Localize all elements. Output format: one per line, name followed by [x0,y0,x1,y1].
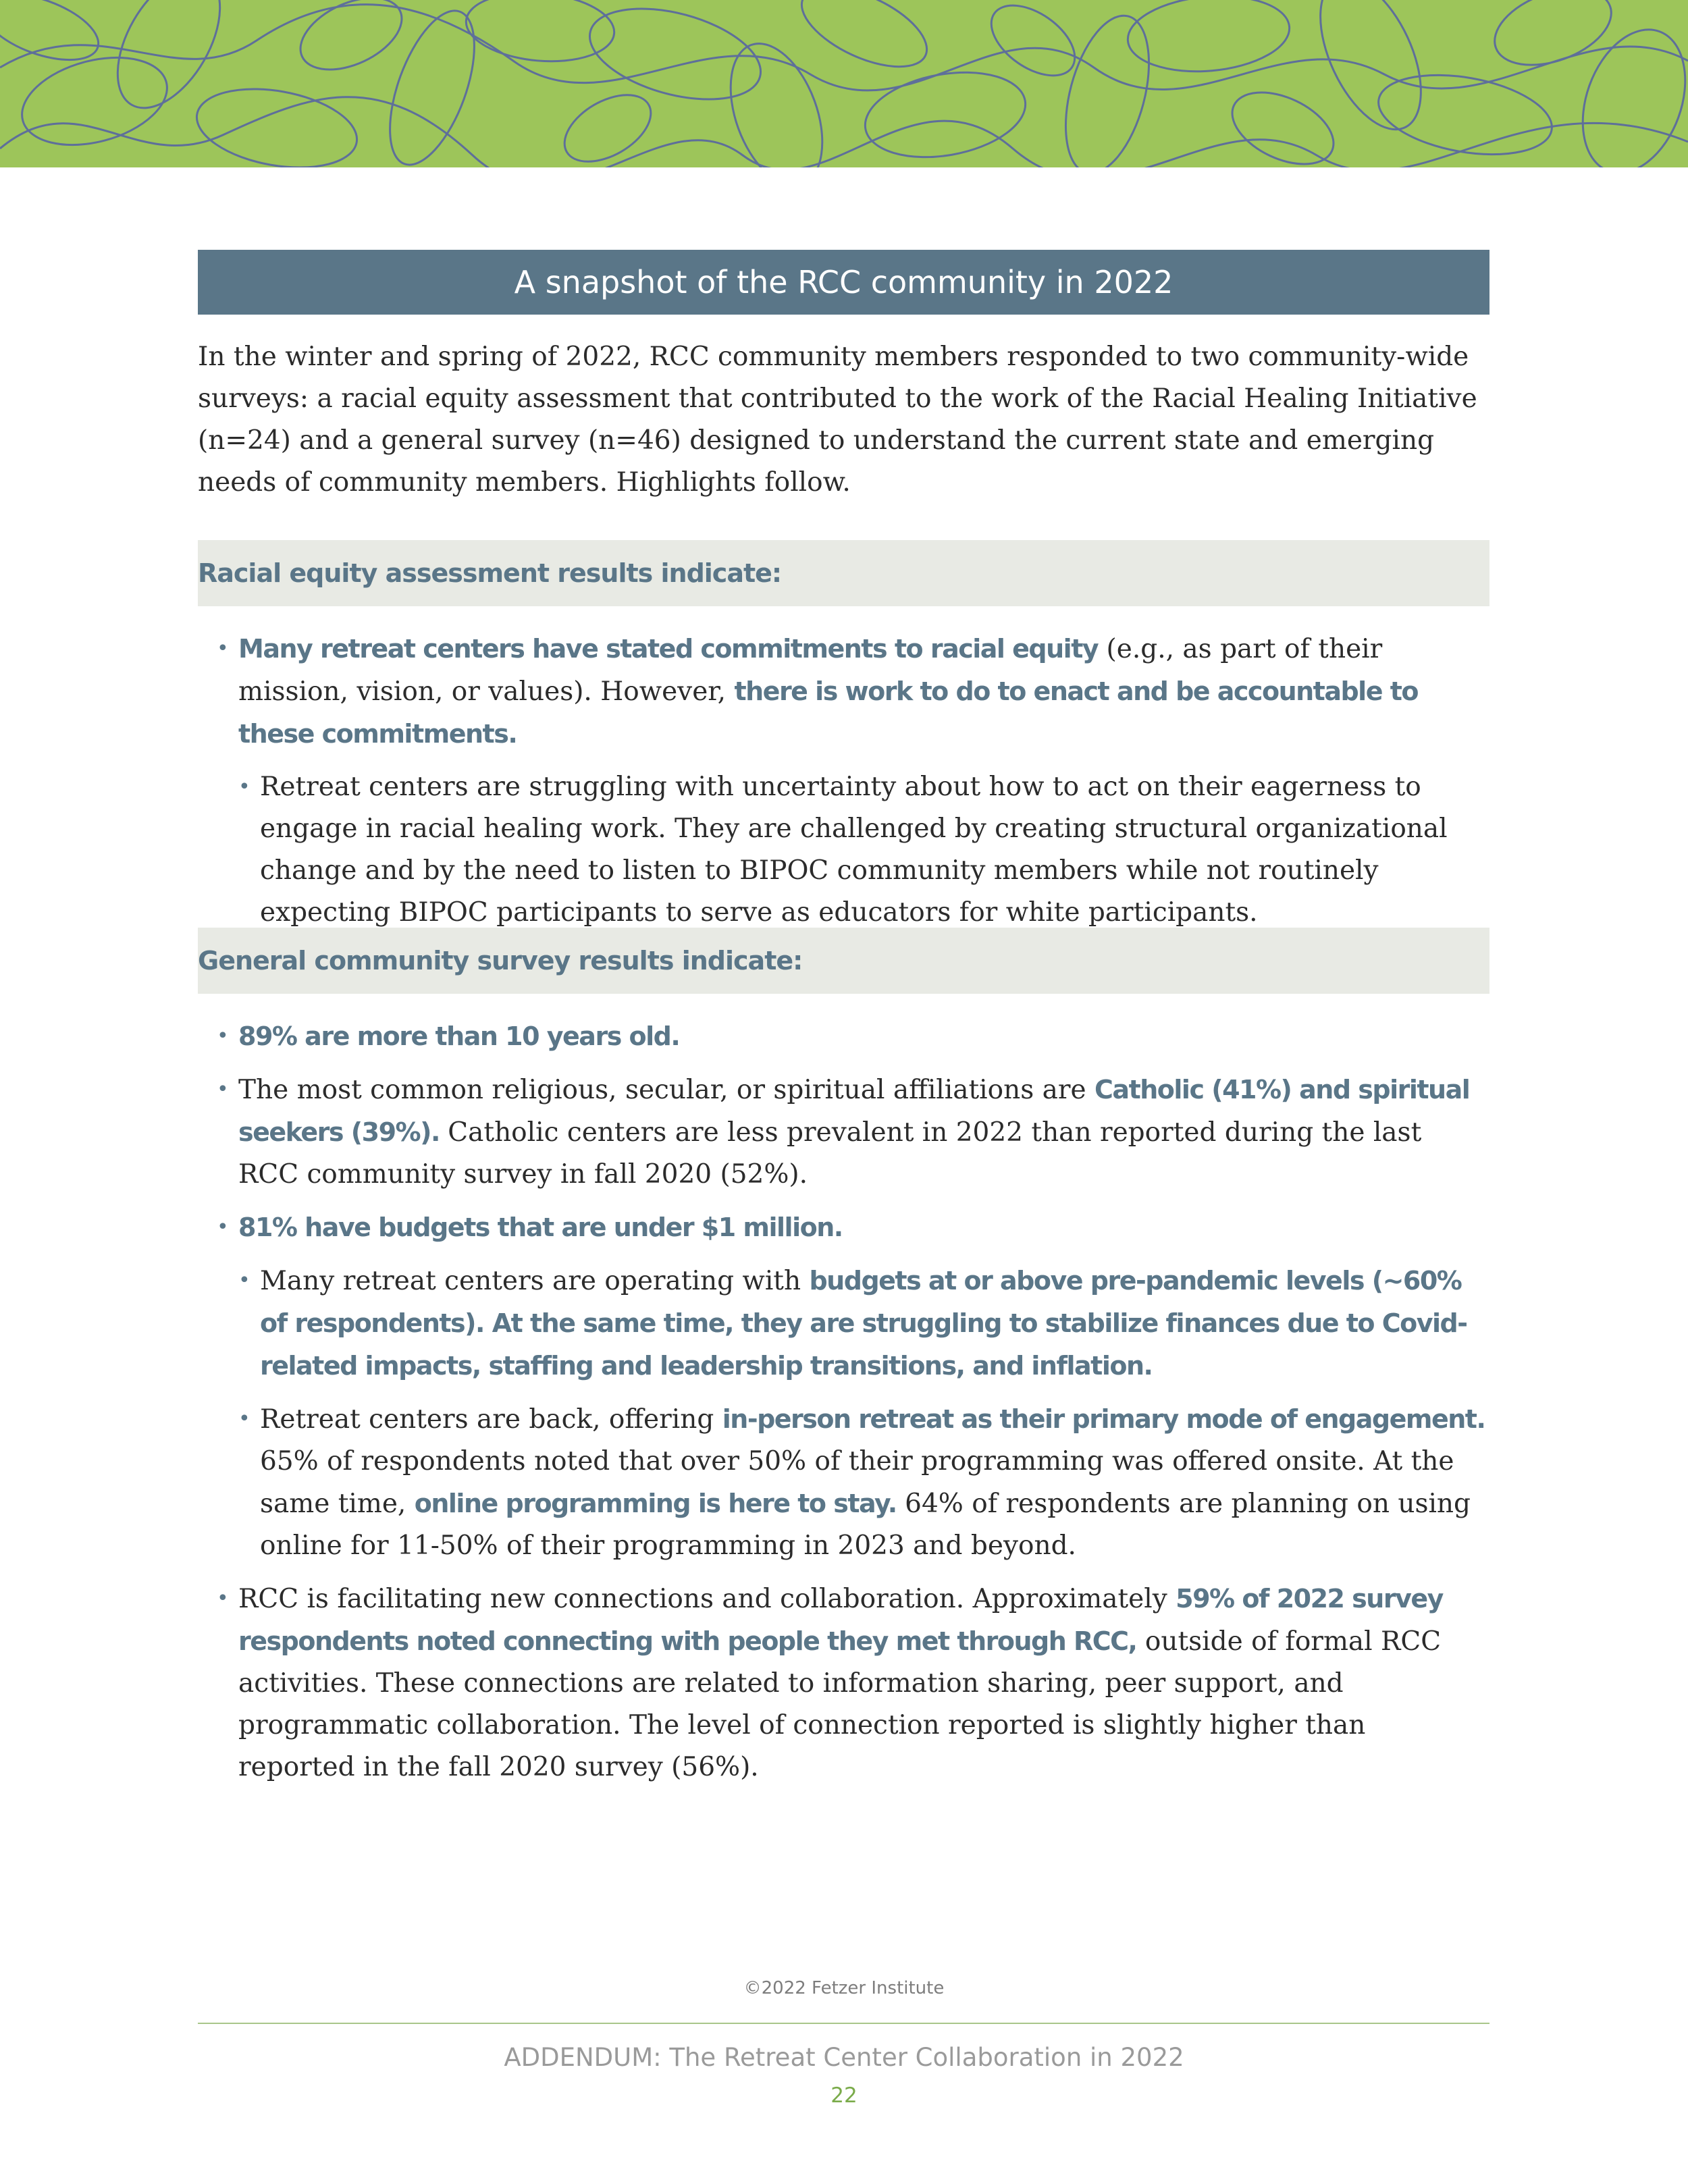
general-survey-heading: General community survey results indicate: [198,928,1489,994]
footer-divider [198,2023,1489,2024]
list-item: • Retreat centers are back, offering in-person retreat as their primary mode of engagement. 65% of respondents noted that over 50% of their programming was offered onsite. At the same time, online programming is here to stay. 64% of respondents are planning on using online for 11-50% of their programming in 2023 and beyond. [198,1398,1489,1567]
list-item: • 89% are more than 10 years old. [198,1015,1489,1058]
bullet-icon: • [217,1024,229,1048]
list-item: • Many retreat centers have stated commitments to racial equity (e.g., as part of their mission, vision, or values). However, there is work to do to enact and be accountable to these commitments. [198,628,1489,755]
looping-line-pattern [0,0,1688,167]
list-item: • Many retreat centers are operating with budgets at or above pre-pandemic levels (~60% of respondents). At the same time, they are struggling to stabilize finances due to Covid-related impacts, staffing and leadership transitions, and inflation. [198,1260,1489,1387]
bullet-icon: • [217,1215,229,1239]
racial-equity-list [198,628,1489,944]
bullet-icon: • [217,637,229,660]
bullet-icon: • [238,1269,250,1292]
list-item: • The most common religious, secular, or spiritual affiliations are Catholic (41%) and spiritual seekers (39%). Catholic centers are less prevalent in 2022 than reported during the last RCC community survey in fall 2020 (52%). [198,1069,1489,1196]
header-banner [0,0,1688,167]
page-title: A snapshot of the RCC community in 2022 [198,250,1489,315]
list-item: • 81% have budgets that are under $1 million. [198,1206,1489,1249]
racial-equity-heading: Racial equity assessment results indicate: [198,540,1489,606]
list-item: • RCC is facilitating new connections and collaboration. Approximately 59% of 2022 survey respondents noted connecting with people they met through RCC, outside of formal RCC activities. These connections are related to information sharing, peer support, and programmatic collaboration. The level of connection reported is slightly higher than reported in the fall 2020 survey (56%). [198,1578,1489,1788]
general-survey-list [198,1015,1489,1799]
bullet-icon: • [238,775,250,799]
page-number: 22 [830,2083,858,2108]
bullet-icon: • [217,1077,229,1101]
intro-paragraph: In the winter and spring of 2022, RCC community members responded to two community-wide surveys: a racial equity assessment that contributed to the work of the Racial Healing Initiative (n=24) and a general survey (n=46) designed to understand the current state and emerging needs of community members. Highlights follow. [198,342,1477,498]
copyright-notice: ©2022 Fetzer Institute [743,1978,945,1998]
list-item: • Retreat centers are struggling with uncertainty about how to act on their eagerness to engage in racial healing work. They are challenged by creating structural organizational change and by the need to listen to BIPOC community members while not routinely expecting BIPOC participants to serve as educators for white participants. [198,766,1489,934]
footer-document-title: ADDENDUM: The Retreat Center Collaboration in 2022 [504,2043,1184,2072]
bullet-icon: • [217,1587,229,1610]
bullet-icon: • [238,1407,250,1431]
